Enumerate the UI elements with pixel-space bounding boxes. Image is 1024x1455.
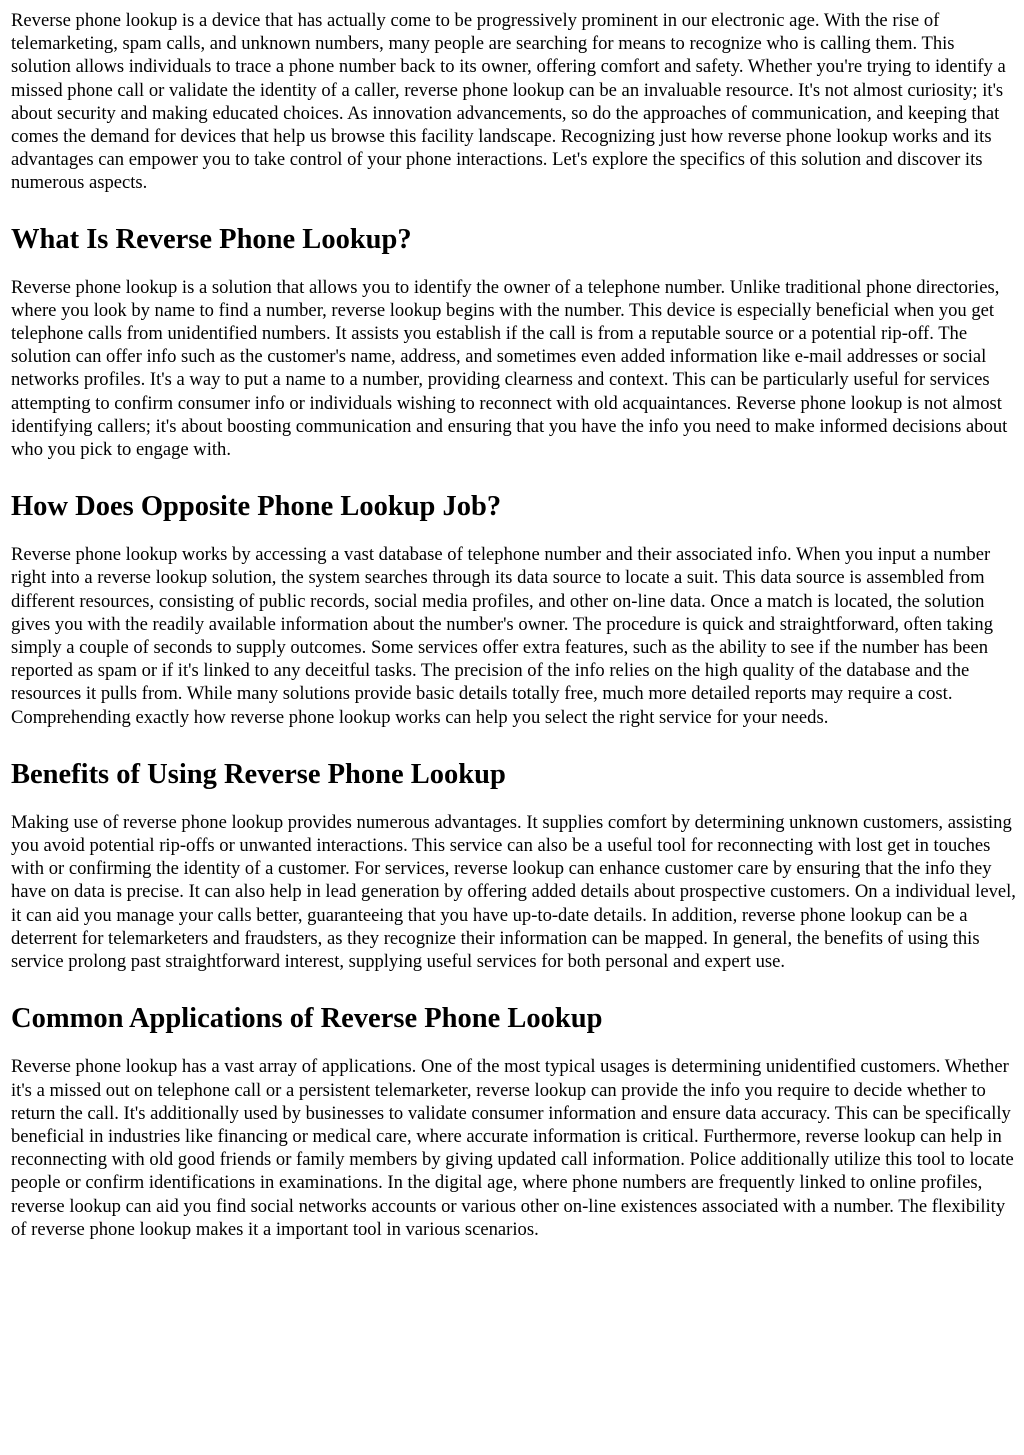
- article: [0, 9, 1024, 1241]
- section-heading-benefits: Benefits of Using Reverse Phone Lookup: [11, 758, 506, 790]
- section-body-benefits: Making use of reverse phone lookup provides numerous advantages. It supplies comfort by determining unknown customers, assisting you avoid potential rip-offs or unwanted interactions. This service can also be a useful tool for reconnecting with lost get in touches with or confirming the identity of a customer. For services, reverse lookup can enhance customer care by ensuring that the info they have on data is precise. It can also help in lead generation by offering added details about prospective customers. On a individual level, it can aid you manage your calls better, guaranteeing that you have up-to-date details. In addition, reverse phone lookup can be a deterrent for telemarketers and fraudsters, as they recognize their information can be mapped. In general, the benefits of using this service prolong past straightforward interest, supplying useful services for both personal and expert use.: [11, 811, 1016, 973]
- section-body-how-works: Reverse phone lookup works by accessing a vast database of telephone number and their associated info. When you input a number right into a reverse lookup solution, the system searches through its data source to locate a suit. This data source is assembled from different resources, consisting of public records, social media profiles, and other on-line data. Once a match is located, the solution gives you with the readily available information about the number's owner. The procedure is quick and straightforward, often taking simply a couple of seconds to supply outcomes. Some services offer extra features, such as the ability to see if the number has been reported as spam or if it's linked to any deceitful tasks. The precision of the info relies on the high quality of the database and the resources it pulls from. While many solutions provide basic details totally free, much more detailed reports may require a cost. Comprehending exactly how reverse phone lookup works can help you select the right service for your needs.: [11, 544, 994, 728]
- section-heading-applications: Common Applications of Reverse Phone Lookup: [11, 1003, 603, 1035]
- section-body-applications: Reverse phone lookup has a vast array of applications. One of the most typical usages is determining unidentified customers. Whether it's a missed out on telephone call or a persistent telemarketer, reverse lookup can provide the info you require to decide whether to return the call. It's additionally used by businesses to validate consumer information and ensure data accuracy. This can be specifically beneficial in industries like financing or medical care, where accurate information is critical. Furthermore, reverse lookup can help in reconnecting with old good friends or family members by giving updated call information. Police additionally utilize this tool to locate people or confirm identifications in examinations. In the digital age, where phone numbers are frequently linked to online profiles, reverse lookup can aid you find social networks accounts or various other on-line existences associated with a number. The flexibility of reverse phone lookup makes it a important tool in various scenarios.: [11, 1056, 1014, 1240]
- section-body-what-is: Reverse phone lookup is a solution that allows you to identify the owner of a telephone number. Unlike traditional phone directories, where you look by name to find a number, reverse lookup begins with the number. This device is especially beneficial when you get telephone calls from unidentified numbers. It assists you establish if the call is from a reputable source or a potential rip-off. The solution can offer info such as the customer's name, address, and sometimes even added information like e-mail addresses or social networks profiles. It's a way to put a name to a number, providing clearness and context. This can be particularly useful for services attempting to confirm consumer info or individuals wishing to reconnect with old acquaintances. Reverse phone lookup is not almost identifying callers; it's about boosting communication and ensuring that you have the info you need to make informed decisions about who you pick to engage with.: [11, 276, 1008, 461]
- section-heading-how-works: How Does Opposite Phone Lookup Job?: [11, 491, 502, 523]
- intro-paragraph: Reverse phone lookup is a device that has actually come to be progressively prominent in our electronic age. With the rise of telemarketing, spam calls, and unknown numbers, many people are searching for means to recognize who is calling them. This solution allows individuals to trace a phone number back to its owner, offering comfort and safety. Whether you're trying to identify a missed phone call or validate the identity of a caller, reverse phone lookup can be an invaluable resource. It's not almost curiosity; it's about security and making educated choices. As innovation advancements, so do the approaches of communication, and keeping that comes the demand for devices that help us browse this facility landscape. Recognizing just how reverse phone lookup works and its advantages can empower you to take control of your phone interactions. Let's explore the specifics of this solution and discover its numerous aspects.: [11, 10, 1006, 194]
- section-heading-what-is: What Is Reverse Phone Lookup?: [11, 223, 412, 255]
